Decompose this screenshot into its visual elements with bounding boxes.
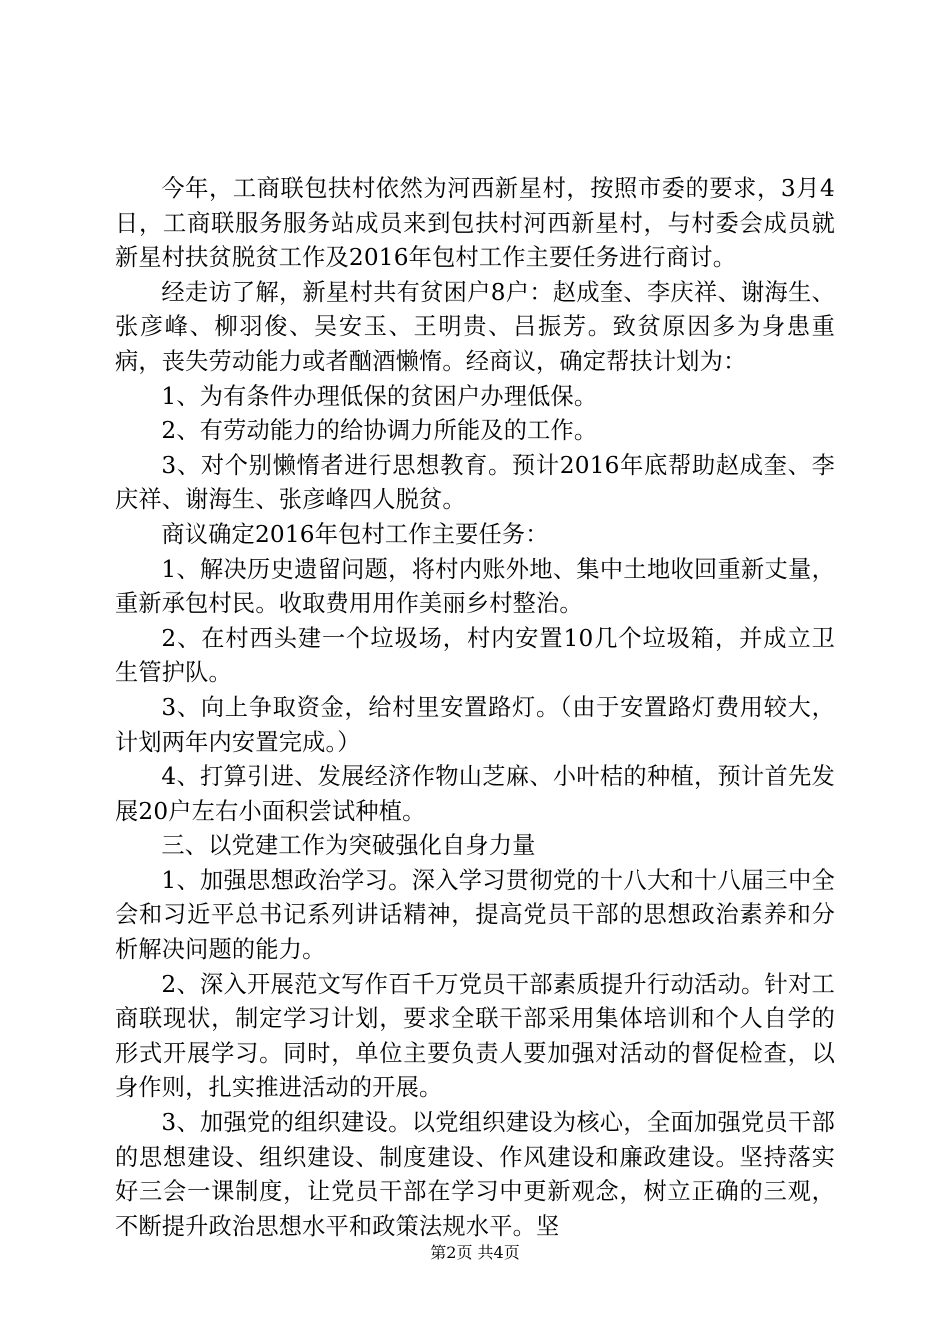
paragraph: 经走访了解，新星村共有贫困户8户：赵成奎、李庆祥、谢海生、张彦峰、柳羽俊、吴安玉、王明贵、吕振芳。致贫原因多为身患重病，丧失劳动能力或者酗酒懒惰。经商议，确定帮扶计划为： bbox=[115, 278, 835, 375]
paragraph: 3、向上争取资金，给村里安置路灯。（由于安置路灯费用较大，计划两年内安置完成。） bbox=[115, 693, 835, 756]
page-number-footer: 第2页 共4页 bbox=[430, 1243, 520, 1262]
paragraph: 4、打算引进、发展经济作物山芝麻、小叶桔的种植，预计首先发展20户左右小面积尝试种植。 bbox=[115, 763, 835, 825]
paragraph: 2、在村西头建一个垃圾场，村内安置10几个垃圾箱，并成立卫生管护队。 bbox=[115, 624, 835, 687]
paragraph: 2、深入开展范文写作百千万党员干部素质提升行动活动。针对工商联现状，制定学习计划，要求全联干部采用集体培训和个人自学的形式开展学习。同时，单位主要负责人要加强对活动的督促检查，以身作则，扎实推进活动的开展。 bbox=[115, 970, 835, 1102]
paragraph: 1、解决历史遗留问题，将村内账外地、集中土地收回重新丈量，重新承包村民。收取费用用作美丽乡村整治。 bbox=[115, 555, 835, 618]
paragraph: 2、有劳动能力的给协调力所能及的工作。 bbox=[161, 417, 598, 445]
paragraph: 3、加强党的组织建设。以党组织建设为核心，全面加强党员干部的思想建设、组织建设、制度建设、作风建设和廉政建设。坚持落实好三会一课制度，让党员干部在学习中更新观念，树立正确的三观，不断提升政治思想水平和政策法规水平。坚 bbox=[115, 1109, 835, 1240]
paragraph: 3、对个别懒惰者进行思想教育。预计2016年底帮助赵成奎、李庆祥、谢海生、张彦峰四人脱贫。 bbox=[115, 451, 835, 514]
section-heading: 三、以党建工作为突破强化自身力量 bbox=[161, 832, 536, 860]
paragraph: 1、为有条件办理低保的贫困户办理低保。 bbox=[161, 382, 598, 410]
paragraph: 1、加强思想政治学习。深入学习贯彻党的十八大和十八届三中全会和习近平总书记系列讲话精神，提高党员干部的思想政治素养和分析解决问题的能力。 bbox=[115, 866, 835, 964]
document-body bbox=[115, 172, 835, 1244]
paragraph: 商议确定2016年包村工作主要任务： bbox=[161, 520, 549, 548]
paragraph: 今年，工商联包扶村依然为河西新星村，按照市委的要求，3月4日，工商联服务服务站成员来到包扶村河西新星村，与村委会成员就新星村扶贫脱贫工作及2016年包村工作主要任务进行商讨。 bbox=[115, 175, 835, 272]
